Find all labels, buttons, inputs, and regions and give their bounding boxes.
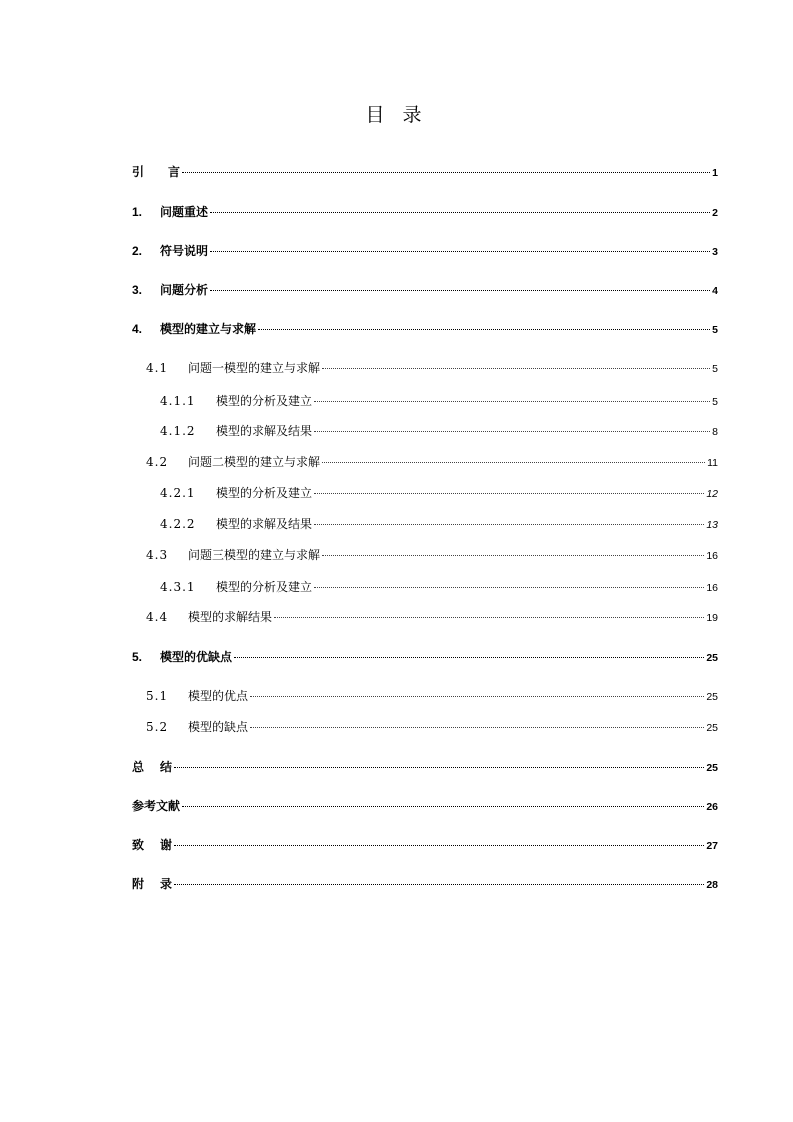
toc-entry-4-4[interactable]: [146, 608, 718, 626]
toc-entry-num: 总: [132, 760, 145, 774]
toc-entry-label: 谢: [160, 838, 173, 852]
toc-entry-label: 问题重述: [160, 205, 209, 219]
toc-entry-num: 4.3.1: [160, 580, 196, 594]
dot-leader: [210, 250, 710, 252]
toc-entry-num: 4.3: [146, 548, 169, 562]
toc-entry-page: 19: [706, 612, 718, 624]
toc-entry-page: 4: [712, 285, 718, 297]
toc-entry-page: 11: [707, 457, 718, 469]
toc-entry-4-2[interactable]: [146, 453, 718, 471]
toc-entry-num: 4.1.2: [160, 424, 196, 438]
toc-entry-page: 27: [706, 840, 718, 852]
toc-entry-label: 模型的求解及结果: [216, 517, 313, 531]
toc-title: 目 录: [365, 104, 428, 126]
toc-entry-acknowledgements[interactable]: [132, 836, 718, 854]
dot-leader: [174, 883, 704, 885]
toc-entry-num: 引: [132, 165, 145, 179]
toc-entry-num: 1.: [132, 205, 143, 219]
dot-leader: [274, 616, 704, 618]
dot-leader: [182, 805, 704, 807]
dot-leader: [174, 766, 704, 768]
dot-leader: [182, 171, 710, 173]
toc-entry-4-2-1[interactable]: [160, 484, 718, 502]
toc-entry-4-3[interactable]: [146, 546, 718, 564]
toc-entry-page: 16: [706, 582, 718, 594]
toc-entry-intro[interactable]: [132, 163, 718, 181]
toc-entry-label: 模型的建立与求解: [160, 322, 257, 336]
toc-entry-page: 25: [706, 652, 718, 664]
toc-entry-page: 1: [712, 167, 718, 179]
toc-entry-label: 模型的分析及建立: [216, 580, 313, 594]
toc-entry-label: 模型的缺点: [188, 720, 249, 734]
toc-entry-references[interactable]: [132, 797, 718, 815]
dot-leader: [174, 844, 704, 846]
toc-entry-page: 5: [712, 396, 718, 408]
toc-entry-label: 录: [160, 877, 173, 891]
toc-entry-page: 28: [706, 879, 718, 891]
dot-leader: [322, 461, 705, 463]
toc-entry-num: 4.1: [146, 361, 169, 375]
toc-entry-page: 26: [706, 801, 718, 813]
toc-entry-page: 13: [706, 519, 718, 531]
toc-entry-page: 5: [712, 324, 718, 336]
toc-entry-num: 4.2.2: [160, 517, 196, 531]
toc-entry-page: 25: [706, 691, 718, 703]
toc-entry-num: 5.1: [146, 689, 169, 703]
toc-entry-num: 致: [132, 838, 145, 852]
toc-entry-page: 12: [706, 488, 718, 500]
toc-entry-4-1-1[interactable]: [160, 392, 718, 410]
toc-entry-4[interactable]: [132, 320, 718, 338]
toc-entry-page: 8: [712, 426, 718, 438]
toc-entry-3[interactable]: [132, 281, 718, 299]
dot-leader: [210, 211, 710, 213]
dot-leader: [250, 726, 704, 728]
toc-entry-label: 模型的优缺点: [160, 650, 233, 664]
dot-leader: [234, 656, 704, 658]
toc-entry-4-1[interactable]: [146, 359, 718, 377]
toc-entry-label: 结: [160, 760, 173, 774]
toc-entry-page: 3: [712, 246, 718, 258]
toc-entry-page: 5: [712, 363, 718, 375]
toc-entry-num: 5.2: [146, 720, 169, 734]
toc-entry-4-2-2[interactable]: [160, 515, 718, 533]
dot-leader: [322, 367, 710, 369]
toc-entry-label: 模型的分析及建立: [216, 394, 313, 408]
toc-entry-5-1[interactable]: [146, 687, 718, 705]
toc-entry-num: 附: [132, 877, 145, 891]
toc-entry-num: 4.: [132, 322, 143, 336]
toc-entry-label: 言: [168, 165, 181, 179]
toc-entry-4-1-2[interactable]: [160, 422, 718, 440]
toc-entry-page: 25: [706, 722, 718, 734]
toc-entry-num: 3.: [132, 283, 143, 297]
dot-leader: [314, 400, 710, 402]
dot-leader: [314, 523, 704, 525]
toc-entry-num: 4.2.1: [160, 486, 196, 500]
toc-entry-label: 模型的优点: [188, 689, 249, 703]
toc-entry-4-3-1[interactable]: [160, 578, 718, 596]
dot-leader: [250, 695, 704, 697]
toc-entry-page: 16: [706, 550, 718, 562]
dot-leader: [314, 586, 704, 588]
toc-entry-5[interactable]: [132, 648, 718, 666]
toc-entry-label: 模型的求解及结果: [216, 424, 313, 438]
toc-entry-label: 问题一模型的建立与求解: [188, 361, 321, 375]
toc-entry-label: 符号说明: [160, 244, 209, 258]
toc-entry-label: 参考文献: [132, 799, 181, 813]
toc-entry-label: 模型的求解结果: [188, 610, 273, 624]
toc-entry-5-2[interactable]: [146, 718, 718, 736]
toc-entry-summary[interactable]: [132, 758, 718, 776]
dot-leader: [258, 328, 710, 330]
dot-leader: [314, 430, 710, 432]
dot-leader: [210, 289, 710, 291]
dot-leader: [314, 492, 704, 494]
toc-entry-num: 5.: [132, 650, 143, 664]
toc-entry-2[interactable]: [132, 242, 718, 260]
toc-entry-label: 问题二模型的建立与求解: [188, 455, 321, 469]
toc-entry-page: 25: [706, 762, 718, 774]
toc-entry-num: 4.4: [146, 610, 169, 624]
toc-entry-label: 模型的分析及建立: [216, 486, 313, 500]
toc-entry-label: 问题三模型的建立与求解: [188, 548, 321, 562]
dot-leader: [322, 554, 704, 556]
toc-entry-appendix[interactable]: [132, 875, 718, 893]
toc-entry-num: 4.2: [146, 455, 169, 469]
toc-entry-page: 2: [712, 207, 718, 219]
toc-entry-num: 2.: [132, 244, 143, 258]
toc-entry-label: 问题分析: [160, 283, 209, 297]
toc-entry-1[interactable]: [132, 203, 718, 221]
toc-entry-num: 4.1.1: [160, 394, 196, 408]
